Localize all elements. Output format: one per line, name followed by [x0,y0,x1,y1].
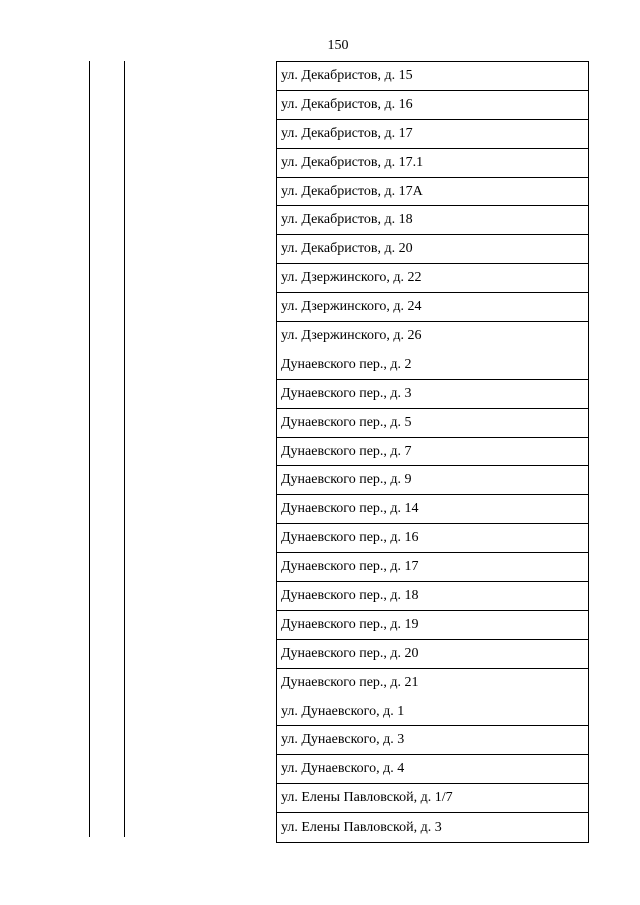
address-row: ул. Дунаевского, д. 1 [277,698,588,727]
address-row: ул. Декабристов, д. 17.1 [277,149,588,178]
address-row: ул. Елены Павловской, д. 1/7 [277,784,588,813]
address-row: Дунаевского пер., д. 17 [277,553,588,582]
address-table [276,61,589,843]
address-row: ул. Декабристов, д. 15 [277,62,588,91]
address-row: ул. Дзержинского, д. 22 [277,264,588,293]
address-row: Дунаевского пер., д. 5 [277,409,588,438]
address-row: Дунаевского пер., д. 3 [277,380,588,409]
address-row: Дунаевского пер., д. 18 [277,582,588,611]
address-row: Дунаевского пер., д. 2 [277,351,588,380]
address-row: Дунаевского пер., д. 19 [277,611,588,640]
address-row: Дунаевского пер., д. 20 [277,640,588,669]
address-row: ул. Дзержинского, д. 26 [281,328,422,344]
address-row: ул. Дунаевского, д. 4 [277,755,588,784]
page-number: 150 [327,38,349,53]
left-column-border [89,61,90,837]
address-row: Дунаевского пер., д. 7 [277,438,588,467]
address-row: Дунаевского пер., д. 9 [277,466,588,495]
address-row: ул. Декабристов, д. 16 [277,91,588,120]
address-row: Дунаевского пер., д. 16 [277,524,588,553]
second-column-border [124,61,125,837]
address-row: ул. Елены Павловской, д. 3 [281,819,442,835]
address-row: ул. Декабристов, д. 20 [277,235,588,264]
address-row: ул. Декабристов, д. 17 [277,120,588,149]
address-row: Дунаевского пер., д. 21 [281,675,419,691]
address-row: ул. Декабристов, д. 18 [277,206,588,235]
address-row: Дунаевского пер., д. 14 [277,495,588,524]
address-row: ул. Декабристов, д. 17А [277,178,588,207]
address-row: ул. Дзержинского, д. 24 [277,293,588,322]
address-row: ул. Дунаевского, д. 3 [277,726,588,755]
